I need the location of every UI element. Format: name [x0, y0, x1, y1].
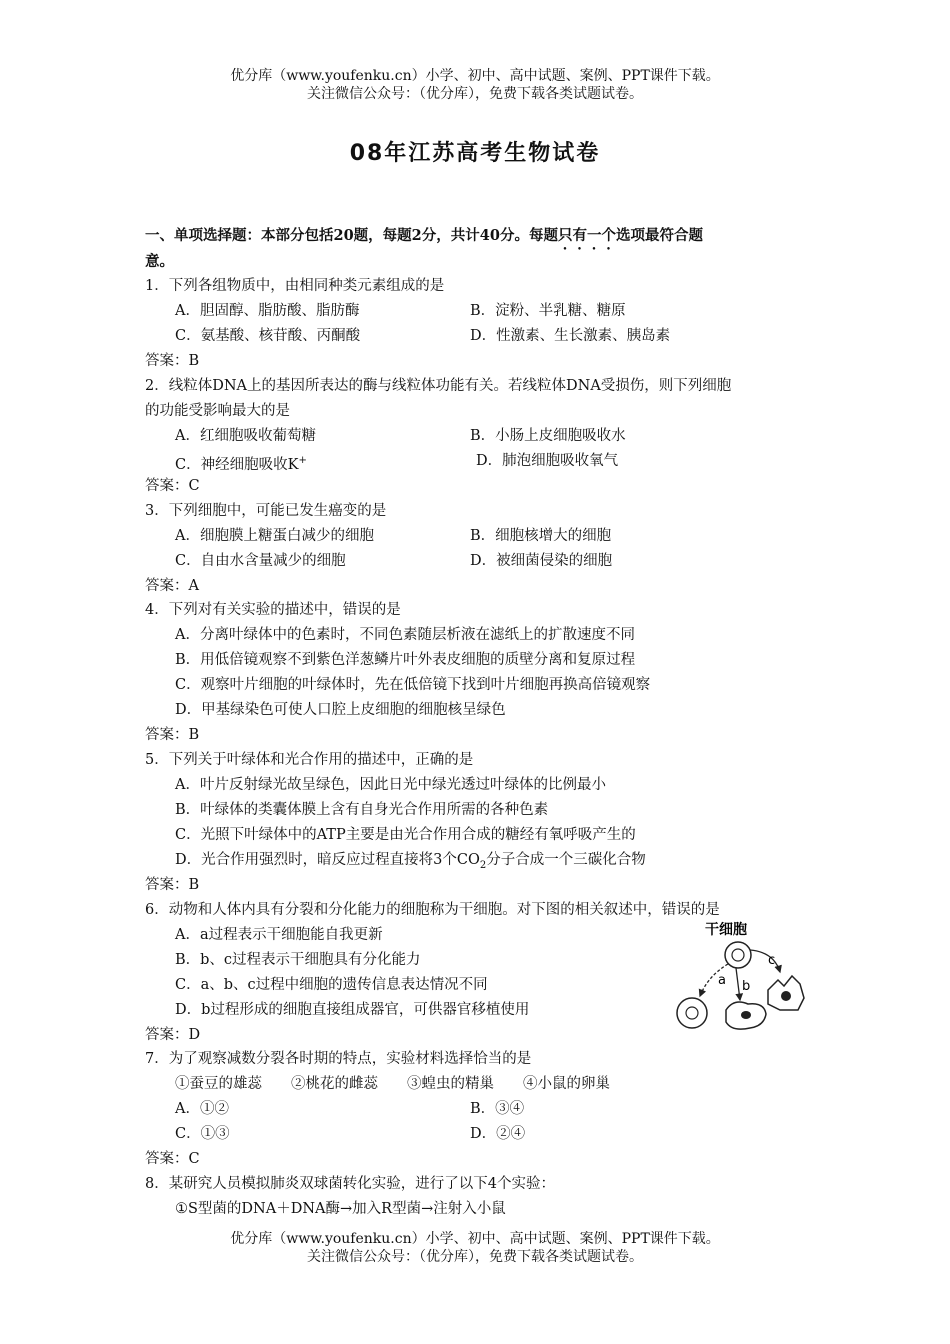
- q7-items: ①蚕豆的雄蕊 ②桃花的雌蕊 ③蝗虫的精巢 ④小鼠的卵巢: [175, 1076, 610, 1092]
- cell-a: [677, 998, 707, 1028]
- q6-option-a: A．a过程表示干细胞能自我更新: [175, 927, 383, 943]
- section-heading-cont: 意。: [145, 253, 174, 270]
- q6-option-b: B．b、c过程表示干细胞具有分化能力: [175, 952, 421, 968]
- arrow-c-label: c: [768, 953, 776, 968]
- q4-answer: 答案：B: [145, 727, 200, 743]
- q3-option-c: C．自由水含量减少的细胞: [175, 553, 346, 569]
- q1-option-c: C．氨基酸、核苷酸、丙酮酸: [175, 328, 361, 344]
- footer-line-1: 优分库（www.youfenku.cn）小学、初中、高中试题、案例、PPT课件下载。: [230, 1231, 720, 1247]
- q7-stem: 7．为了观察减数分裂各时期的特点，实验材料选择恰当的是: [145, 1051, 532, 1067]
- cell-a-nucleus: [686, 1007, 698, 1019]
- q6-option-c: C．a、b、c过程中细胞的遗传信息表达情况不同: [175, 977, 488, 993]
- page-title: 08年江苏高考生物试卷: [349, 141, 601, 166]
- q5-option-d: D．光合作用强烈时，暗反应过程直接将3个$CO_2$分子合成一个三碳化合物: [175, 852, 646, 871]
- q1-stem: 1．下列各组物质中，由相同种类元素组成的是: [145, 278, 445, 294]
- q4-option-a: A．分离叶绿体中的色素时，不同色素随层析液在滤纸上的扩散速度不同: [175, 627, 635, 643]
- q2-stem-cont: 的功能受影响最大的是: [145, 403, 290, 419]
- q6-stem: 6．动物和人体内具有分裂和分化能力的细胞称为干细胞。对下图的相关叙述中，错误的是: [145, 902, 720, 918]
- cell-b-nucleus: [741, 1011, 751, 1019]
- q3-option-b: B．细胞核增大的细胞: [470, 528, 612, 544]
- stem-cell-diagram: [668, 918, 808, 1036]
- cell-c-nucleus: [781, 991, 791, 1001]
- q7-option-a: A．①②: [175, 1101, 229, 1117]
- q2-option-d: D．肺泡细胞吸收氧气: [476, 453, 619, 469]
- q2-option-a: A．红细胞吸收葡萄糖: [175, 428, 316, 444]
- q2-option-b: B．小肠上皮细胞吸收水: [470, 428, 626, 444]
- arrow-a-label: a: [718, 973, 726, 988]
- q1-answer: 答案：B: [145, 353, 200, 369]
- q5-answer: 答案：B: [145, 877, 200, 893]
- q2-answer: 答案：C: [145, 478, 200, 494]
- q3-option-d: D．被细菌侵染的细胞: [470, 553, 613, 569]
- figure-label: 干细胞: [705, 922, 747, 938]
- q1-option-d: D．性激素、生长激素、胰岛素: [470, 328, 671, 344]
- q5-option-c: C．光照下叶绿体中的ATP主要是由光合作用合成的糖经有氧呼吸产生的: [175, 827, 636, 843]
- q2-stem: 2．线粒体DNA上的基因所表达的酶与线粒体功能有关。若线粒体DNA受损伤，则下列细胞: [145, 378, 732, 394]
- arrow-b-label: b: [742, 979, 751, 994]
- q4-option-c: C．观察叶片细胞的叶绿体时，先在低倍镜下找到叶片细胞再换高倍镜观察: [175, 677, 651, 693]
- arrow-b: [736, 968, 740, 1000]
- q3-stem: 3．下列细胞中，可能已发生癌变的是: [145, 503, 387, 519]
- stem-cell-nucleus: [732, 949, 744, 961]
- q5-option-a: A．叶片反射绿光故呈绿色，因此日光中绿光透过叶绿体的比例最小: [175, 777, 606, 793]
- q6-answer: 答案：D: [145, 1027, 201, 1043]
- q5-stem: 5．下列关于叶绿体和光合作用的描述中，正确的是: [145, 752, 474, 768]
- q8-experiment-1: ①S型菌的DNA＋DNA酶→加入R型菌→注射入小鼠: [175, 1201, 506, 1217]
- q7-answer: 答案：C: [145, 1151, 200, 1167]
- q4-option-b: B．用低倍镜观察不到紫色洋葱鳞片叶外表皮细胞的质壁分离和复原过程: [175, 652, 636, 668]
- q3-option-a: A．细胞膜上糖蛋白减少的细胞: [175, 528, 374, 544]
- q1-option-b: B．淀粉、半乳糖、糖原: [470, 303, 626, 319]
- q7-option-b: B．③④: [470, 1101, 525, 1117]
- stem-cell: [725, 942, 751, 968]
- q4-option-d: D．甲基绿染色可使人口腔上皮细胞的细胞核呈绿色: [175, 702, 506, 718]
- q4-stem: 4．下列对有关实验的描述中，错误的是: [145, 602, 401, 618]
- header-line-1: 优分库（www.youfenku.cn）小学、初中、高中试题、案例、PPT课件下载。: [230, 68, 720, 84]
- q7-option-c: C．①③: [175, 1126, 230, 1142]
- q2-option-c: C．神经细胞吸收K+: [175, 455, 307, 473]
- q8-stem: 8．某研究人员模拟肺炎双球菌转化实验，进行了以下4个实验：: [145, 1176, 555, 1192]
- q5-option-b: B．叶绿体的类囊体膜上含有自身光合作用所需的各种色素: [175, 802, 549, 818]
- arrow-c: [750, 950, 780, 972]
- q7-option-d: D．②④: [470, 1126, 526, 1142]
- section-heading: 一、单项选择题：本部分包括20题，每题2分，共计40分。每题只有一个选项最符合题: [145, 227, 703, 244]
- header-line-2: 关注微信公众号：（优分库），免费下载各类试题试卷。: [307, 86, 643, 102]
- footer-line-2: 关注微信公众号：（优分库），免费下载各类试题试卷。: [307, 1249, 643, 1265]
- q1-option-a: A．胆固醇、脂肪酸、脂肪酶: [175, 303, 360, 319]
- q6-option-d: D．b过程形成的细胞直接组成器官，可供器官移植使用: [175, 1002, 530, 1018]
- q3-answer: 答案：A: [145, 578, 199, 594]
